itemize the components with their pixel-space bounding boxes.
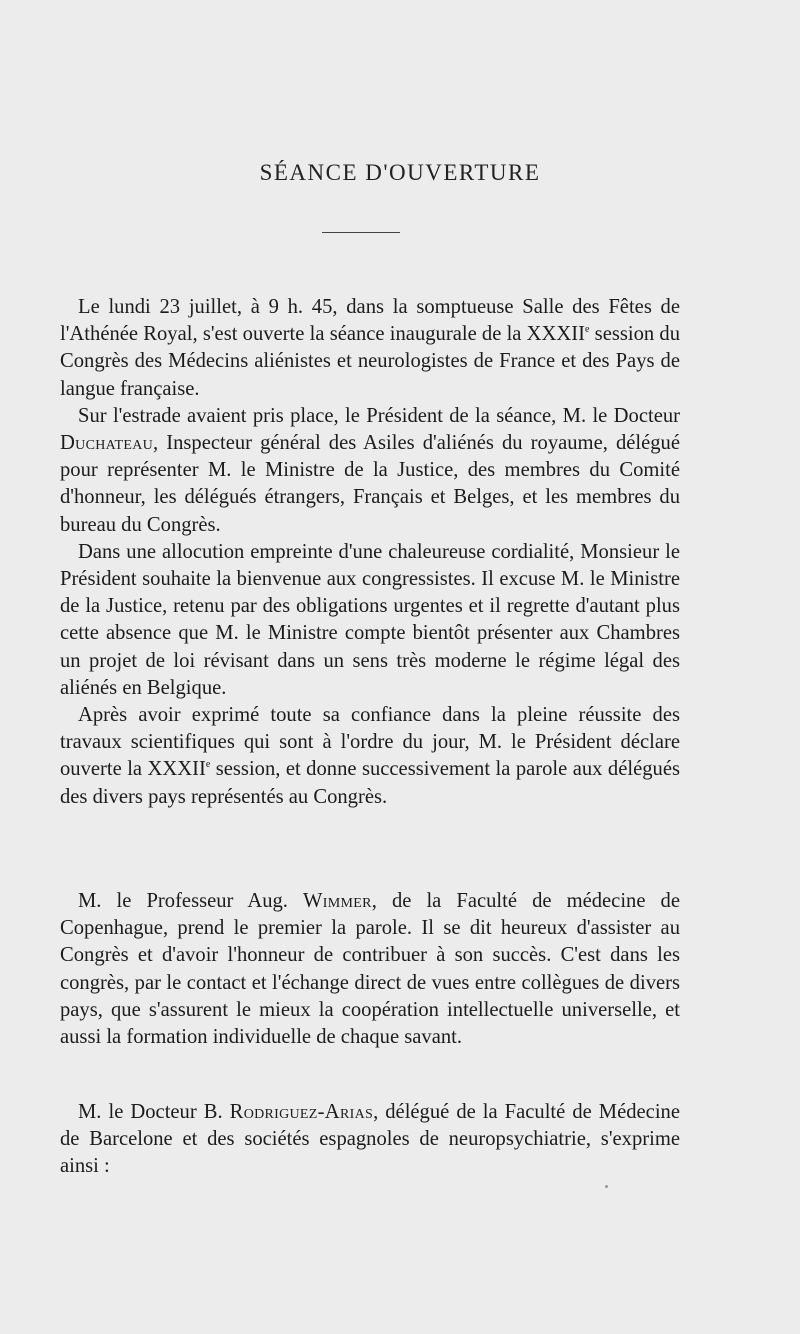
person-name-rodriguez-arias: Rodriguez-Arias: [229, 1101, 374, 1123]
page-title: SÉANCE D'OUVERTURE: [259, 160, 541, 185]
title-divider: [322, 232, 400, 233]
opening-section: [60, 294, 680, 811]
person-name-duchateau: Duchateau: [60, 432, 154, 455]
paragraph-wimmer: M. le Professeur Aug. Wimmer, de la Faculté de médecine de Copenhague, prend le premier la parole. Il se dit heureux d'assister au Congrès et d'avoir l'honneur de contribuer à son succès. C'est dans les congrès, par le contact et l'échange direct de vues entre collègues de divers pays, que s'assurent le mieux la coopération intellectuelle universelle, et aussi la formation individuelle de chaque savant.: [60, 890, 680, 1049]
paragraph-declaration: Après avoir exprimé toute sa confiance dans la pleine réussite des travaux scientifiques qui sont à l'ordre du jour, M. le Président déclare ouverte la XXXIIe session, et donne successivement la parole aux délégués des divers pays représentés au Congrès.: [60, 704, 680, 808]
wimmer-section: [60, 888, 680, 1051]
paper-speck: [605, 1185, 608, 1188]
person-name-wimmer: Wimmer: [303, 890, 372, 912]
paragraph-estrade: Sur l'estrade avaient pris place, le Président de la séance, M. le Docteur Duchateau, Inspecteur général des Asiles d'aliénés du royaume, délégué pour représenter M. le Ministre de la Justice, des membres du Comité d'honneur, les délégués étrangers, Français et Belges, et les membres du bureau du Congrès.: [60, 404, 680, 536]
rodriguez-section: [60, 1099, 680, 1181]
paragraph-allocution: Dans une allocution empreinte d'une chaleureuse cordialité, Monsieur le Président souhaite la bienvenue aux congressistes. Il excuse M. le Ministre de la Justice, retenu par des obligations urgentes et il regrette d'autant plus cette absence que M. le Ministre compte bientôt présenter aux Chambres un projet de loi révisant dans un sens très moderne le régime légal des aliénés en Belgique.: [60, 540, 680, 699]
paragraph-opening: Le lundi 23 juillet, à 9 h. 45, dans la somptueuse Salle des Fêtes de l'Athénée Royal, s'est ouverte la séance inaugurale de la XXXIIe session du Congrès des Médecins aliénistes et neurologistes de France et des Pays de langue française.: [60, 296, 680, 400]
paragraph-rodriguez: M. le Docteur B. Rodriguez-Arias, délégué de la Faculté de Médecine de Barcelone et des sociétés espagnoles de neuropsychiatrie, s'exprime ainsi :: [60, 1101, 680, 1178]
